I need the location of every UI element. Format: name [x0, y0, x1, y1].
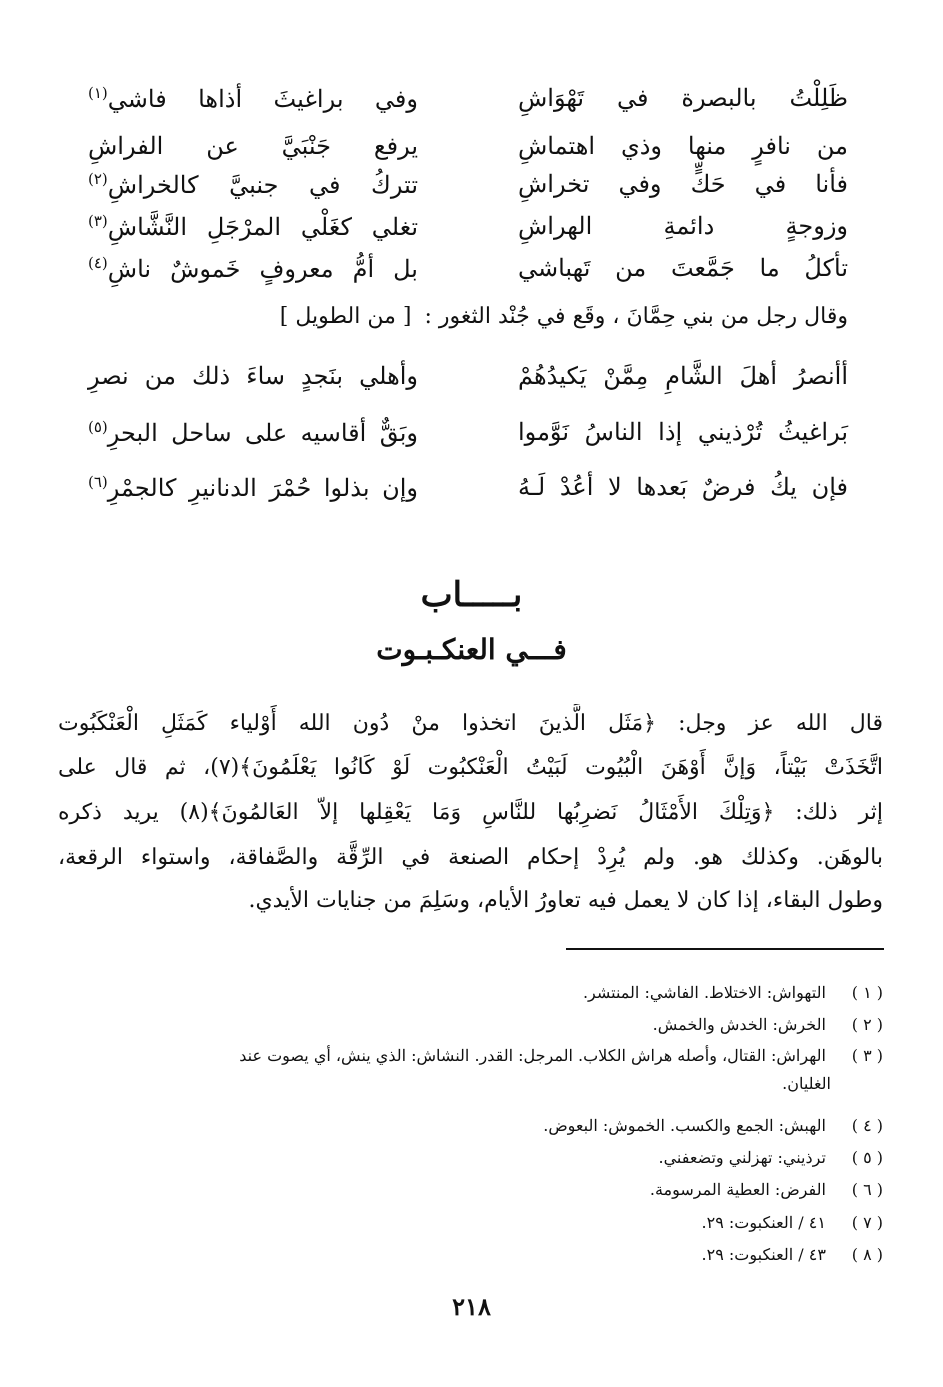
- paragraph-line: بالوهَن. وكذلك هو. ولم يُرِدْ إحكام الصنعة في الرِّقَّة والصَّفاقة، واستواء الرقعة،: [58, 845, 883, 870]
- poem-verse: [88, 412, 848, 452]
- hemistich-text: وفي براغيثَ أذاها فاشي: [107, 84, 418, 113]
- chapter-heading: بـــــاب: [420, 575, 523, 615]
- page-number: ٢١٨: [452, 1292, 491, 1321]
- footnote-number: ( ٤ ): [851, 1116, 883, 1135]
- paragraph-line: وطول البقاء، إذا كان لا يعمل فيه تعاورُ الأيام، وسَلِمَ من جنايات الأيدي.: [248, 888, 883, 913]
- footnote: [58, 1145, 883, 1171]
- footnote-marker: (٥): [88, 417, 108, 436]
- footnote: [58, 1113, 883, 1139]
- footnote-divider: [566, 948, 884, 950]
- verse-first-hemistich: فإن يكُ فرضٌ بَعدها لا أعُدْ لَـهُ: [518, 473, 848, 501]
- verse-second-hemistich: وأهلي بنَجدٍ ساءَ ذلك من نصرِ: [88, 362, 418, 390]
- intro-text: وقال رجل من بني حِمَّانَ ، وقَع في جُنْد الثغور :: [424, 304, 848, 329]
- footnote: [58, 1043, 883, 1069]
- footnote-continuation: الغليان.: [782, 1074, 831, 1093]
- verse-second-hemistich: يرفع جَنْبَيَّ عن الفراشِ: [88, 132, 418, 160]
- footnote: [58, 980, 883, 1006]
- verse-first-hemistich: من نافرٍ منها وذي اهتماشِ: [518, 132, 848, 160]
- footnote-marker: (٤): [88, 253, 108, 272]
- verse-first-hemistich: فأنا في حَكٍّ وفي تخراشِ: [518, 170, 848, 198]
- footnote-text: ٤١ / العنكبوت: ٢٩.: [701, 1213, 826, 1232]
- footnote: [58, 1242, 883, 1268]
- footnote-number: ( ٥ ): [851, 1148, 883, 1167]
- footnote-marker: (٣): [88, 211, 108, 230]
- hemistich-text: تغلي كغَلْي المرْجَلِ النَّشَّاشِ: [107, 212, 418, 241]
- verse-second-hemistich: [88, 472, 418, 502]
- verse-second-hemistich: [88, 211, 418, 241]
- footnote-text: ٤٣ / العنكبوت: ٢٩.: [701, 1245, 826, 1264]
- footnote-text: الخرش: الخدش والخمش.: [652, 1015, 826, 1034]
- footnote-marker: (٢): [88, 169, 108, 188]
- hemistich-text: وإن بذلوا حُمْرَ الدنانيرِ كالجمْرِ: [107, 473, 418, 502]
- footnote-text: التهواش: الاختلاط. الفاشي: المنتشر.: [582, 983, 826, 1002]
- poem-verse: [88, 78, 848, 118]
- verse-first-hemistich: تأكلُ ما جَمَّعتَ من تَهباشي: [518, 254, 848, 282]
- footnote-number: ( ٧ ): [851, 1213, 883, 1232]
- paragraph-line: إثر ذلك: ﴿وَتِلْكَ الأَمْثَالُ نَضرِبُها للنَّاسِ وَمَا يَعْقِلها إلاّ العَالمُونَ﴾(٨) يريد ذكره: [58, 800, 883, 825]
- verse-first-hemistich: أأنصرُ أهلَ الشَّامِ مِمَّنْ يَكيدُهُمْ: [518, 362, 848, 390]
- footnote-text: الفرض: العطية المرسومة.: [649, 1180, 826, 1199]
- footnote-marker: (١): [88, 83, 108, 102]
- verse-second-hemistich: [88, 417, 418, 447]
- footnote-number: ( ٨ ): [851, 1245, 883, 1264]
- footnote: [58, 1210, 883, 1236]
- verse-second-hemistich: [88, 169, 418, 199]
- hemistich-text: بل أمُّ معروفٍ خَموشٌ ناشِ: [107, 254, 418, 283]
- poem-verse: [88, 467, 848, 507]
- poem-verse: [88, 356, 848, 396]
- paragraph-line: اتَّخَذَتْ بَيْتاً، وَإنَّ أَوْهَنَ الْبُيُوت لَبَيْتُ الْعَنْكبُوت لَوْ كَانُوا يَعْلَمُونَ﴾(٧)، ثم قال على: [58, 755, 883, 780]
- footnote-text: الهراش: القتال، وأصله هراش الكلاب. المرجل: القدر. النشاش: الذي ينش، أي يصوت عند: [239, 1046, 826, 1065]
- footnote-number: ( ٦ ): [851, 1180, 883, 1199]
- paragraph-line: قال الله عز وجل: ﴿مَثَل الَّذينَ اتخذوا منْ دُون الله أَوْلياء كَمَثَلِ الْعَنْكَبُوت: [58, 711, 883, 736]
- poem-verse: [88, 126, 848, 166]
- footnote-number: ( ٣ ): [851, 1046, 883, 1065]
- footnote: [58, 1177, 883, 1203]
- verse-second-hemistich: [88, 83, 418, 113]
- poem-verse: [88, 164, 848, 204]
- footnote-number: ( ١ ): [851, 983, 883, 1002]
- footnote-marker: (٦): [88, 472, 108, 491]
- footnote-text: الهبش: الجمع والكسب. الخموش: البعوض.: [543, 1116, 826, 1135]
- verse-first-hemistich: وزوجةٍ دائمةِ الهراشِ: [518, 212, 848, 240]
- verse-second-hemistich: [88, 253, 418, 283]
- verse-first-hemistich: بَراغيثُ تُرْذيني إذا الناسُ نَوَّموا: [518, 418, 848, 446]
- poem-verse: [88, 206, 848, 246]
- hemistich-text: تتركُ في جنبيَّ كالخراشِ: [107, 170, 418, 199]
- verse-first-hemistich: ظَلِلْتُ بالبصرة في تَهْوَاشِ: [518, 84, 848, 112]
- poem-verse: [88, 248, 848, 288]
- footnote-number: ( ٢ ): [851, 1015, 883, 1034]
- meter-label: [ من الطويل ]: [279, 304, 412, 329]
- footnote-text: ترذيني: تهزلني وتضعفني.: [658, 1148, 826, 1167]
- footnote: [58, 1012, 883, 1038]
- hemistich-text: وبَقٌّ أقاسيه على ساحل البحرِ: [107, 418, 418, 447]
- chapter-title: فـــي العنكـبـوت: [376, 633, 567, 666]
- poem-intro: [88, 304, 848, 329]
